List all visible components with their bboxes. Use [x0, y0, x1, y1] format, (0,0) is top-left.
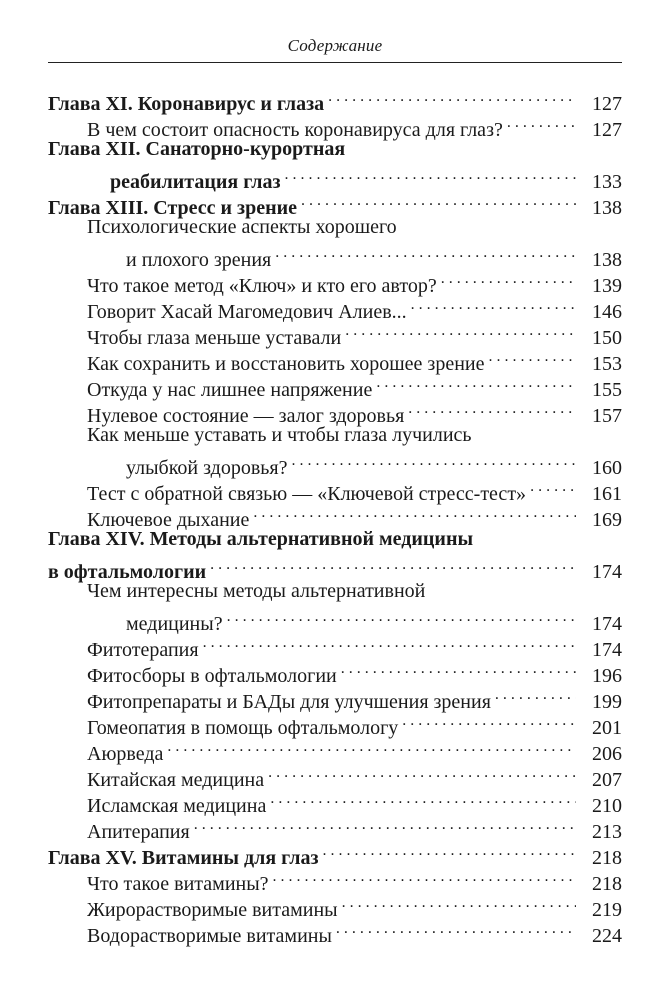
page-number: 133	[592, 171, 622, 193]
dot-leader	[441, 266, 576, 292]
entry-title: Что такое витамины?	[87, 873, 269, 895]
header-rule	[48, 62, 622, 63]
entry-title: Нулевое состояние — залог здоровья	[87, 405, 405, 427]
page-number: 218	[592, 847, 622, 869]
dot-leader	[275, 240, 576, 266]
chapter-entry[interactable]	[48, 84, 622, 115]
chapter-entry[interactable]	[48, 162, 622, 193]
entry-title: Водорастворимые витамины	[87, 925, 332, 947]
chapter-entry[interactable]	[48, 136, 622, 162]
page-number: 155	[592, 379, 622, 401]
entry-title: Как сохранить и восстановить хорошее зрение	[87, 353, 485, 375]
page-number: 174	[592, 561, 622, 583]
entry-title: Аюрведа	[87, 743, 164, 765]
page-number: 201	[592, 717, 622, 739]
entry-title: Что такое метод «Ключ» и кто его автор?	[87, 275, 437, 297]
page-number: 207	[592, 769, 622, 791]
entry-title: Как меньше уставать и чтобы глаза лучились	[87, 424, 472, 446]
entry-title: Фитопрепараты и БАДы для улучшения зрения	[87, 691, 491, 713]
dot-leader	[285, 162, 576, 188]
page-number: 213	[592, 821, 622, 843]
entry-title: реабилитация глаз	[110, 171, 281, 193]
dot-leader	[270, 786, 576, 812]
entry-title: Глава XII. Санаторно-курортная	[48, 138, 346, 160]
section-entry[interactable]	[48, 604, 622, 635]
dot-leader	[203, 630, 576, 656]
page-number: 146	[592, 301, 622, 323]
page-number: 138	[592, 249, 622, 271]
page-number: 174	[592, 613, 622, 635]
entry-title: Гомеопатия в помощь офтальмологу	[87, 717, 399, 739]
entry-title: Глава XIV. Методы альтернативной медицины	[48, 528, 474, 550]
page-number: 160	[592, 457, 622, 479]
entry-title: Глава XI. Коронавирус и глаза	[48, 93, 325, 115]
dot-leader	[291, 448, 576, 474]
entry-title: В чем состоит опасность коронавируса для глаз?	[87, 119, 503, 141]
page-number: 224	[592, 925, 622, 947]
chapter-entry[interactable]	[48, 526, 622, 552]
dot-leader	[530, 474, 576, 500]
dot-leader	[210, 552, 576, 578]
page-number: 127	[592, 119, 622, 141]
page-number: 219	[592, 899, 622, 921]
dot-leader	[495, 682, 576, 708]
page-number: 150	[592, 327, 622, 349]
page-number: 210	[592, 795, 622, 817]
entry-title: Фитосборы в офтальмологии	[87, 665, 337, 687]
entry-title: и плохого зрения	[126, 249, 272, 271]
page-number: 153	[592, 353, 622, 375]
dot-leader	[342, 890, 576, 916]
entry-title: Ключевое дыхание	[87, 509, 250, 531]
section-entry[interactable]	[48, 578, 622, 604]
page-number: 199	[592, 691, 622, 713]
dot-leader	[376, 370, 576, 396]
dot-leader	[227, 604, 576, 630]
entry-title: Жирорастворимые витамины	[87, 899, 338, 921]
entry-title: Глава XV. Витамины для глаз	[48, 847, 319, 869]
entry-title: Откуда у нас лишнее напряжение	[87, 379, 373, 401]
table-of-contents	[48, 84, 622, 947]
dot-leader	[507, 110, 576, 136]
dot-leader	[323, 838, 577, 864]
page-number: 169	[592, 509, 622, 531]
entry-title: медицины?	[126, 613, 223, 635]
page-number: 138	[592, 197, 622, 219]
section-entry[interactable]	[48, 422, 622, 448]
entry-title: Чтобы глаза меньше уставали	[87, 327, 342, 349]
page-number: 218	[592, 873, 622, 895]
page-number: 161	[592, 483, 622, 505]
page-number: 139	[592, 275, 622, 297]
page-number: 157	[592, 405, 622, 427]
dot-leader	[402, 708, 576, 734]
entry-title: Китайская медицина	[87, 769, 265, 791]
dot-leader	[336, 916, 576, 942]
dot-leader	[167, 734, 576, 760]
dot-leader	[268, 760, 576, 786]
entry-title: Психологические аспекты хорошего	[87, 216, 397, 238]
dot-leader	[328, 84, 576, 110]
dot-leader	[301, 188, 576, 214]
page-header: Содержание	[287, 36, 383, 55]
section-entry[interactable]	[48, 240, 622, 271]
page-number: 174	[592, 639, 622, 661]
entry-title: улыбкой здоровья?	[126, 457, 288, 479]
entry-title: Тест с обратной связью — «Ключевой стресс-тест»	[87, 483, 527, 505]
entry-title: в офтальмологии	[48, 561, 207, 583]
entry-title: Говорит Хасай Магомедович Алиев...	[87, 301, 407, 323]
entry-title: Исламская медицина	[87, 795, 267, 817]
section-entry[interactable]	[48, 214, 622, 240]
dot-leader	[345, 318, 576, 344]
entry-title: Глава XIII. Стресс и зрение	[48, 197, 298, 219]
entry-title: Чем интересны методы альтернативной	[87, 580, 426, 602]
dot-leader	[194, 812, 576, 838]
section-entry[interactable]	[48, 448, 622, 479]
page-number: 206	[592, 743, 622, 765]
dot-leader	[273, 864, 576, 890]
dot-leader	[411, 292, 576, 318]
chapter-entry[interactable]	[48, 552, 622, 583]
dot-leader	[488, 344, 576, 370]
dot-leader	[253, 500, 576, 526]
entry-title: Фитотерапия	[87, 639, 199, 661]
dot-leader	[341, 656, 576, 682]
page-number: 196	[592, 665, 622, 687]
entry-title: Апитерапия	[87, 821, 190, 843]
page-number: 127	[592, 93, 622, 115]
dot-leader	[408, 396, 576, 422]
